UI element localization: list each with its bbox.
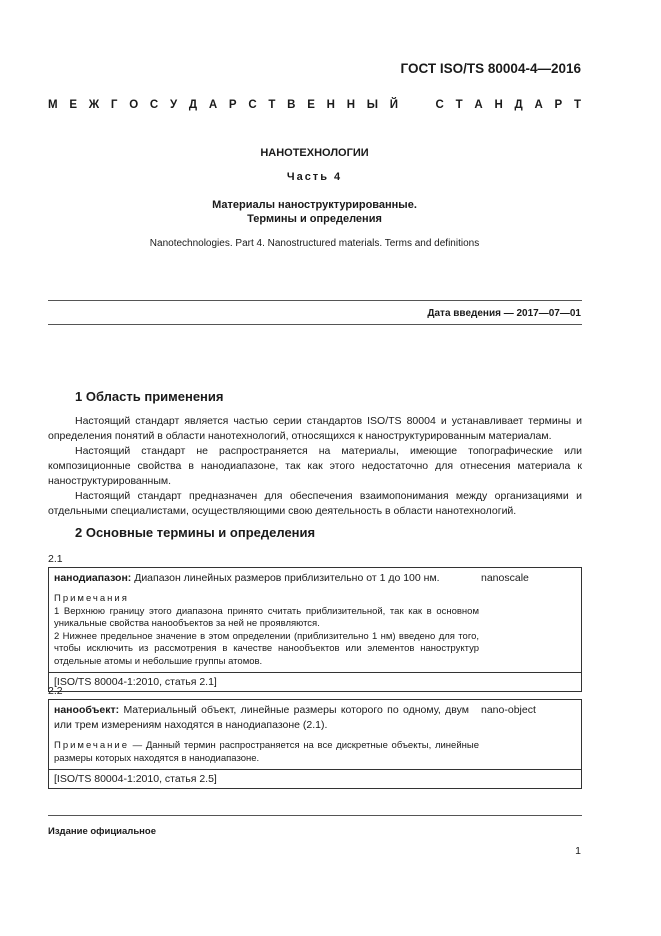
document-code: ГОСТ ISO/TS 80004-4—2016 xyxy=(400,61,581,76)
banner-letter: У xyxy=(169,99,178,111)
term-number: 2.2 xyxy=(48,685,63,697)
section-1-heading: 1 Область применения xyxy=(75,389,224,404)
banner-letter: С xyxy=(248,99,257,111)
notes-title: Примечания xyxy=(54,593,129,604)
english-title: Nanotechnologies. Part 4. Nanostructured materials. Terms and definitions xyxy=(149,238,480,249)
banner-letter: С xyxy=(149,99,159,111)
page-number: 1 xyxy=(575,845,581,857)
note-item: 1 Верхнюю границу этого диапазона принято считать приблизительной, так как в основном уникальные свойства нанообъектов за ней не проявляются. xyxy=(54,605,479,629)
standard-part: Часть 4 xyxy=(286,171,343,183)
subtitle-line-2: Термины и определения xyxy=(247,213,382,225)
banner-letter: Е xyxy=(307,99,315,111)
standard-subtitle xyxy=(48,198,581,226)
banner-letter: Н xyxy=(326,99,335,111)
section-2-heading: 2 Основные термины и определения xyxy=(75,525,316,540)
banner-letter: А xyxy=(208,99,218,111)
banner-letter: Й xyxy=(389,99,399,111)
banner-letter: Н xyxy=(346,99,356,111)
term-definition-text: Материальный объект, линейные размеры которого по одному, двум или трем измерениям находятся в нанодиапазоне (2.1). xyxy=(54,704,469,731)
introduction-date: Дата введения — 2017—07—01 xyxy=(427,308,581,319)
section-1-paragraph: Настоящий стандарт не распространяется на материалы, имеющие топографические или композиционные свойства в нанодиапазоне, так как этого недостаточно для отнесения материала к наноструктурированным. xyxy=(48,445,582,487)
banner-letter: Е xyxy=(69,99,78,111)
banner-letter: Ж xyxy=(88,99,100,111)
note-item: — Данный термин распространяется на все дискретные объекты, линейные размеры которых находятся в нанодиапазоне. xyxy=(54,740,479,764)
term-source: [ISO/TS 80004-1:2010, статья 2.1] xyxy=(49,672,581,691)
divider-top xyxy=(48,300,582,301)
term-entry-nanoscale xyxy=(48,567,582,692)
banner-letter: Р xyxy=(228,99,237,111)
official-edition-note: Издание официальное xyxy=(48,826,156,837)
banner-letter: С xyxy=(435,99,444,111)
term-name: нанообъект: xyxy=(54,704,120,716)
footer-divider xyxy=(48,815,582,816)
section-1-body xyxy=(48,414,582,519)
banner-letter: Р xyxy=(554,99,563,111)
divider-bottom xyxy=(48,324,582,325)
interstate-standard-banner xyxy=(48,99,581,111)
term-notes xyxy=(49,593,484,668)
term-number: 2.1 xyxy=(48,553,63,565)
term-definition-text: Диапазон линейных размеров приблизительно от 1 до 100 нм. xyxy=(134,572,440,584)
term-name: нанодиапазон: xyxy=(54,572,132,584)
banner-letter: А xyxy=(474,99,483,111)
term-english: nano-object xyxy=(481,704,536,716)
banner-letter: А xyxy=(534,99,543,111)
banner-letter: Г xyxy=(110,99,118,111)
term-row xyxy=(49,700,581,735)
section-1-paragraph: Настоящий стандарт предназначен для обеспечения взаимопонимания между организациями и отдельными специалистами, осуществляющими свою деятельность в области нанотехнологий. xyxy=(48,490,582,517)
term-definition xyxy=(54,703,469,733)
term-english: nanoscale xyxy=(481,572,529,584)
banner-letter: В xyxy=(287,99,296,111)
banner-letter: Т xyxy=(268,99,276,111)
standard-title: НАНОТЕХНОЛОГИИ xyxy=(260,147,369,159)
term-entry-nano-object xyxy=(48,699,582,789)
banner-letter: Т xyxy=(455,99,463,111)
section-1-paragraph: Настоящий стандарт является частью серии стандартов ISO/TS 80004 и устанавливает термины и определения понятий в области нанотехнологий, относящихся к наноструктурированным материалам. xyxy=(48,415,582,442)
banner-letter: Д xyxy=(514,99,523,111)
subtitle-line-1: Материалы наноструктурированные. xyxy=(212,199,417,211)
banner-letter: О xyxy=(129,99,139,111)
note-item: 2 Нижнее предельное значение в этом определении (приблизительно 1 нм) введено для того, чтобы исключить из рассмотрения в качестве нанообъектов или элементов наноструктур отдельные атомы и небольшие группы атомов. xyxy=(54,630,479,667)
banner-gap xyxy=(410,99,424,111)
banner-letter: Ы xyxy=(366,99,379,111)
banner-letter: Н xyxy=(494,99,503,111)
banner-letter: Т xyxy=(573,99,581,111)
banner-letter: Д xyxy=(188,99,198,111)
notes-title: Примечание xyxy=(54,740,129,751)
term-source: [ISO/TS 80004-1:2010, статья 2.5] xyxy=(49,769,581,788)
term-notes xyxy=(49,740,484,765)
term-row xyxy=(49,568,581,588)
term-definition xyxy=(54,571,469,586)
banner-letter: М xyxy=(48,99,58,111)
